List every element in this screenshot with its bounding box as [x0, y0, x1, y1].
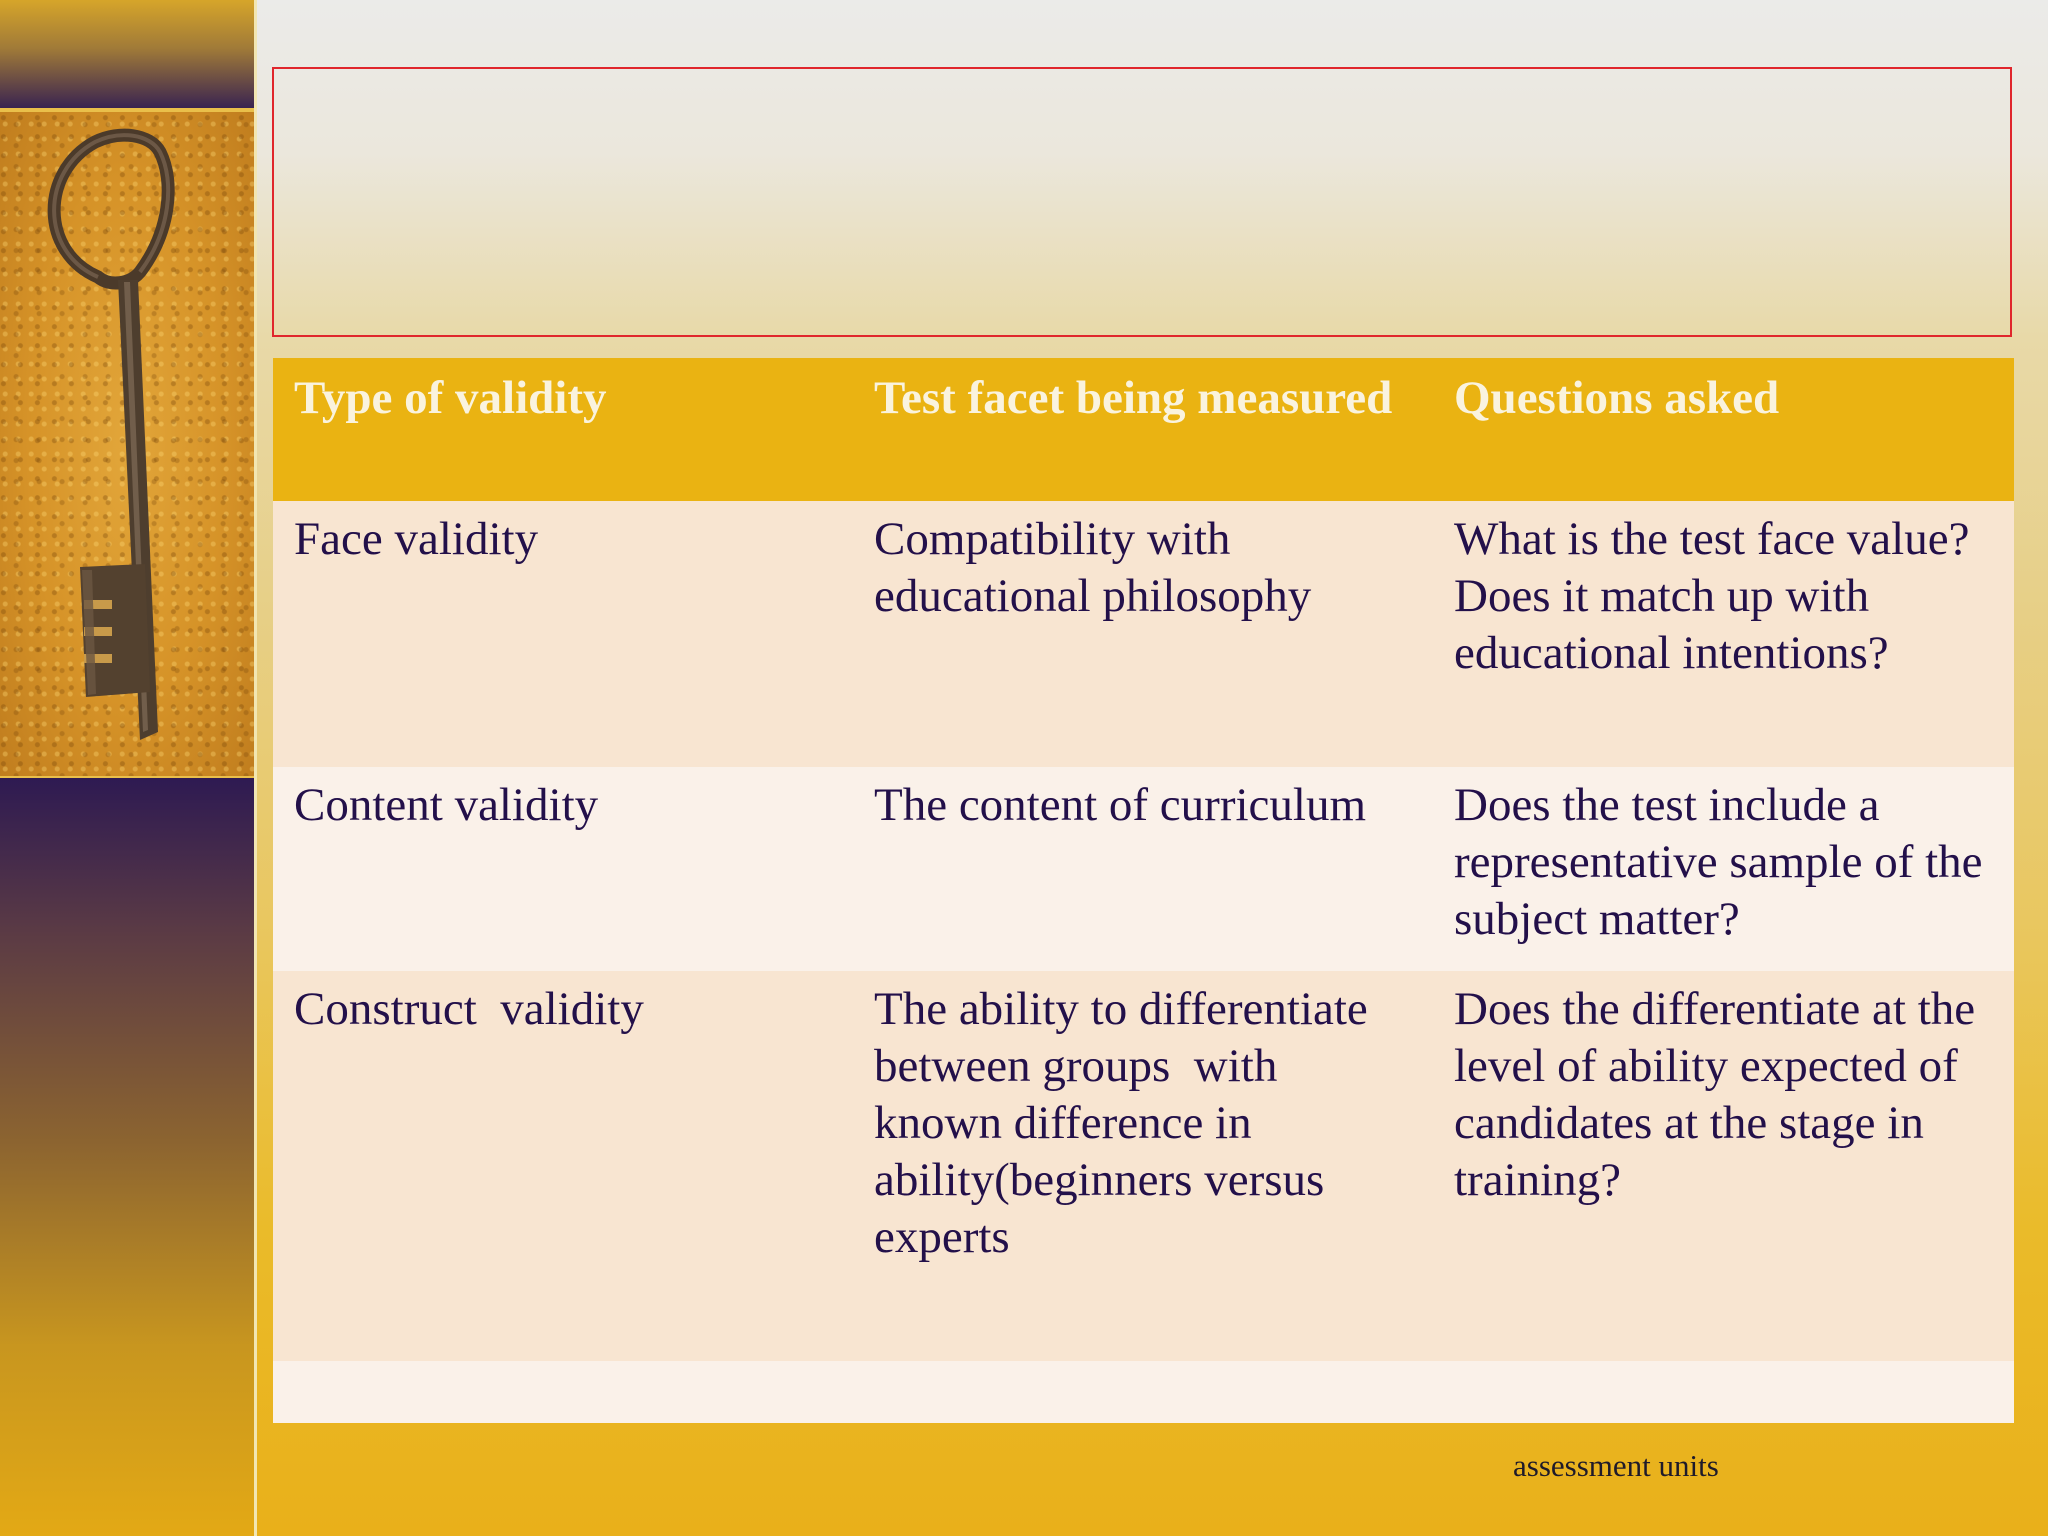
key-image — [0, 112, 254, 776]
cell-empty — [853, 1361, 1433, 1423]
cell-validity-type: Face validity — [273, 501, 853, 767]
strip-divider — [254, 0, 257, 1536]
cell-questions: Does the test include a representative sample of the subject matter? — [1433, 767, 2014, 971]
table-row — [273, 767, 2014, 971]
cell-test-facet: Compatibility with educational philosophy — [853, 501, 1433, 767]
header-type-of-validity: Type of validity — [273, 358, 853, 501]
table-row — [273, 971, 2014, 1361]
cell-empty — [1433, 1361, 2014, 1423]
header-questions-asked: Questions asked — [1433, 358, 2014, 501]
strip-bottom-gradient — [0, 778, 254, 1536]
table-header-row — [273, 358, 2014, 501]
table-row-empty — [273, 1361, 2014, 1423]
cell-empty — [273, 1361, 853, 1423]
header-test-facet: Test facet being measured — [853, 358, 1433, 501]
cell-questions: Does the differentiate at the level of ability expected of candidates at the stage in training? — [1433, 971, 2014, 1361]
table-row — [273, 501, 2014, 767]
cell-questions: What is the test face value? Does it match up with educational intentions? — [1433, 501, 2014, 767]
cell-test-facet: The content of curriculum — [853, 767, 1433, 971]
validity-table — [273, 358, 2014, 1423]
cell-validity-type: Content validity — [273, 767, 853, 971]
left-decorative-strip — [0, 0, 256, 1536]
slide-title-placeholder — [272, 67, 2012, 337]
cell-validity-type: Construct validity — [273, 971, 853, 1361]
strip-top-gradient — [0, 0, 254, 108]
slide-footer: assessment units — [1513, 1448, 1719, 1483]
cell-test-facet: The ability to differentiate between groups with known difference in ability(beginners versus experts — [853, 971, 1433, 1361]
